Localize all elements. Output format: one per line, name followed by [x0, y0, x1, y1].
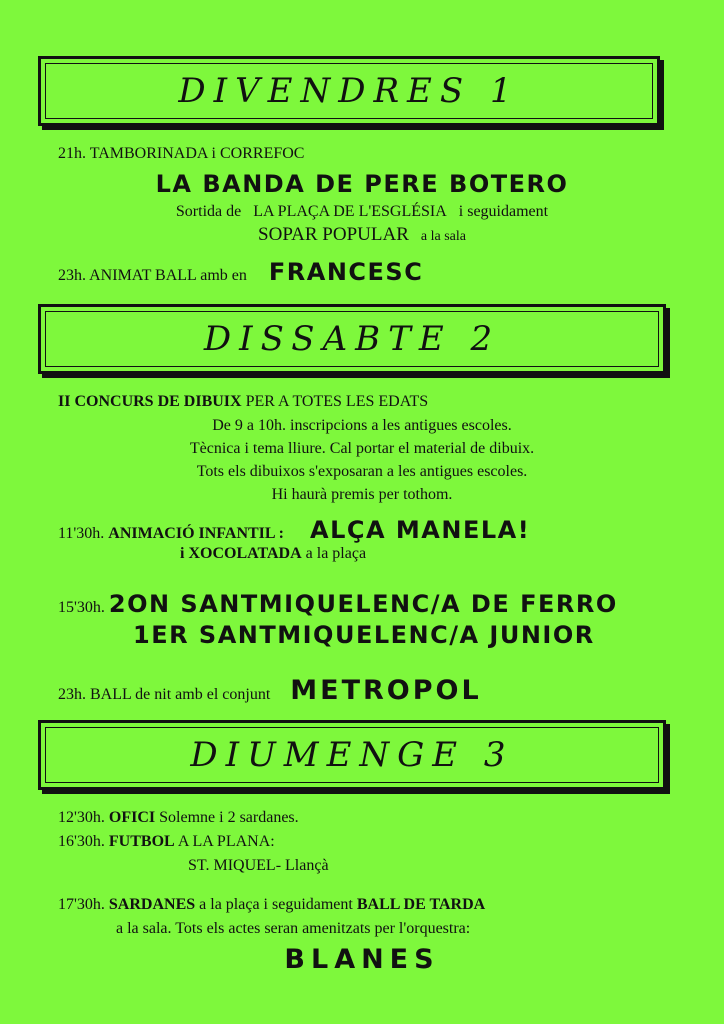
friday-header-box [38, 56, 660, 126]
saturday-contest-5: Hi haurà premis per tothom. [271, 486, 453, 503]
saturday-header-box [38, 304, 666, 374]
saturday-ironman-junior: 1ER SANTMIQUELENC/A JUNIOR [133, 621, 595, 649]
sunday-orchestra: BLANES [284, 944, 440, 975]
friday-line-5: 23h. ANIMAT BALL amb en FRANCESC [58, 258, 424, 286]
friday-line-4: SOPAR POPULAR a la sala [258, 224, 466, 245]
saturday-contest-2: De 9 a 10h. inscripcions a les antigues escoles. [212, 417, 512, 434]
saturday-ironman: 15'30h. 2ON SANTMIQUELENC/A DE FERRO [58, 590, 618, 618]
friday-line-3: Sortida de LA PLAÇA DE L'ESGLÉSIA i seguidament [175, 203, 549, 220]
sunday-mass: 12'30h. OFICI Solemne i 2 sardanes. [58, 809, 299, 826]
saturday-title: DISSABTE 2 [203, 319, 501, 359]
saturday-band: METROPOL [290, 675, 482, 706]
saturday-animation: 11'30h. ANIMACIÓ INFANTIL : ALÇA MANELA! [58, 516, 531, 544]
friday-dj: FRANCESC [268, 258, 424, 286]
saturday-contest-title: II CONCURS DE DIBUIX PER A TOTES LES EDATS [58, 393, 429, 410]
saturday-animation-group: ALÇA MANELA! [310, 516, 531, 544]
friday-line-1: 21h. TAMBORINADA i CORREFOC [58, 145, 305, 162]
sunday-title: DIUMENGE 3 [190, 735, 514, 775]
sunday-orchestra-intro: a la sala. Tots els actes seran amenitzats per l'orquestra: [116, 920, 471, 937]
friday-band: LA BANDA DE PERE BOTERO [155, 170, 569, 198]
sunday-sardanes: 17'30h. SARDANES a la plaça i seguidament BALL DE TARDA [58, 896, 486, 913]
friday-title: DIVENDRES 1 [178, 71, 520, 111]
saturday-dance: 23h. BALL de nit amb el conjunt METROPOL [58, 675, 482, 706]
sunday-match: ST. MIQUEL- Llançà [188, 857, 329, 874]
sunday-football: 16'30h. FUTBOL A LA PLANA: [58, 833, 275, 850]
saturday-contest-3: Tècnica i tema lliure. Cal portar el material de dibuix. [189, 440, 535, 457]
sunday-header-box [38, 720, 666, 790]
saturday-xocolatada: i XOCOLATADA a la plaça [180, 545, 367, 562]
saturday-contest-4: Tots els dibuixos s'exposaran a les antigues escoles. [196, 463, 528, 480]
